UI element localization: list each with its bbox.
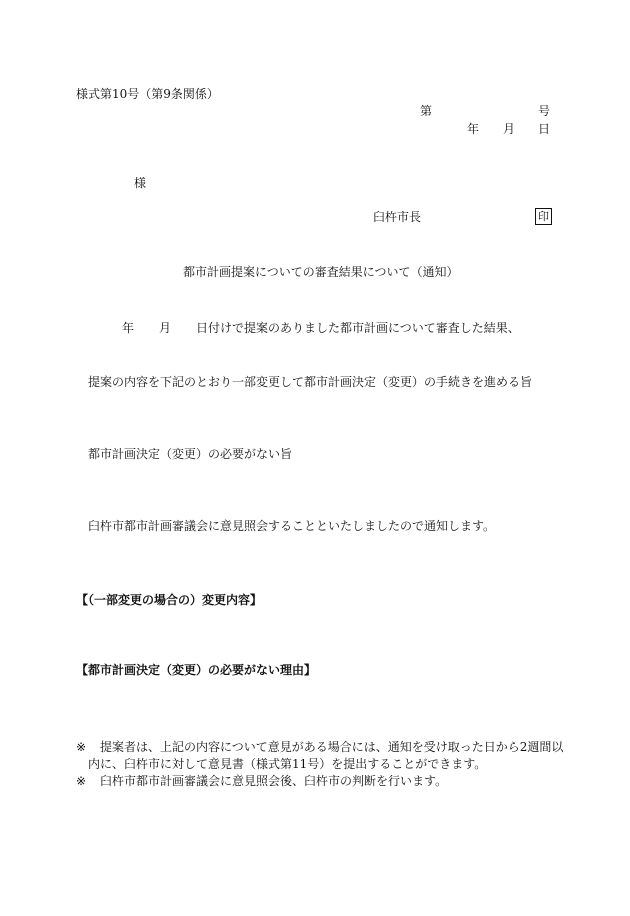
date-year: 年 xyxy=(467,122,480,136)
date-month: 月 xyxy=(503,122,516,136)
note2-mark: ※ xyxy=(76,774,87,788)
form-number: 様式第10号（第9条関係） xyxy=(76,87,219,101)
note1-line2: 内に、臼杵市に対して意見書（様式第11号）を提出することができます。 xyxy=(88,757,487,771)
body-option-no-need: 都市計画決定（変更）の必要がない旨 xyxy=(88,447,293,461)
section-no-need-reason: 【都市計画決定（変更）の必要がない理由】 xyxy=(76,663,317,677)
document-title: 都市計画提案についての審査結果について（通知） xyxy=(183,265,459,279)
note1-mark: ※ xyxy=(76,740,87,754)
sender-name: 臼杵市長 xyxy=(373,210,422,224)
body-option-partial-change: 提案の内容を下記のとおり一部変更して都市計画決定（変更）の手続きを進める旨 xyxy=(88,375,533,389)
body-line1-month: 月 xyxy=(159,321,172,335)
addressee-suffix: 様 xyxy=(134,176,147,190)
date-day: 日 xyxy=(538,122,551,136)
note2-text: 臼杵市都市計画審議会に意見照会後、臼杵市の判断を行います。 xyxy=(100,774,448,788)
body-closing: 臼杵市都市計画審議会に意見照会することといたしましたので通知します。 xyxy=(88,519,496,533)
section-change-content: 【（一部変更の場合の）変更内容】 xyxy=(76,593,263,607)
doc-number-prefix: 第 xyxy=(420,104,433,118)
body-line1-text: 日付けで提案のありました都市計画について審査した結果、 xyxy=(196,321,520,335)
seal-mark: 印 xyxy=(535,208,552,225)
body-line1-year: 年 xyxy=(122,321,135,335)
doc-number-suffix: 号 xyxy=(538,104,551,118)
note1-line1: 提案者は、上記の内容について意見がある場合には、通知を受け取った日から2週間以 xyxy=(100,740,564,754)
